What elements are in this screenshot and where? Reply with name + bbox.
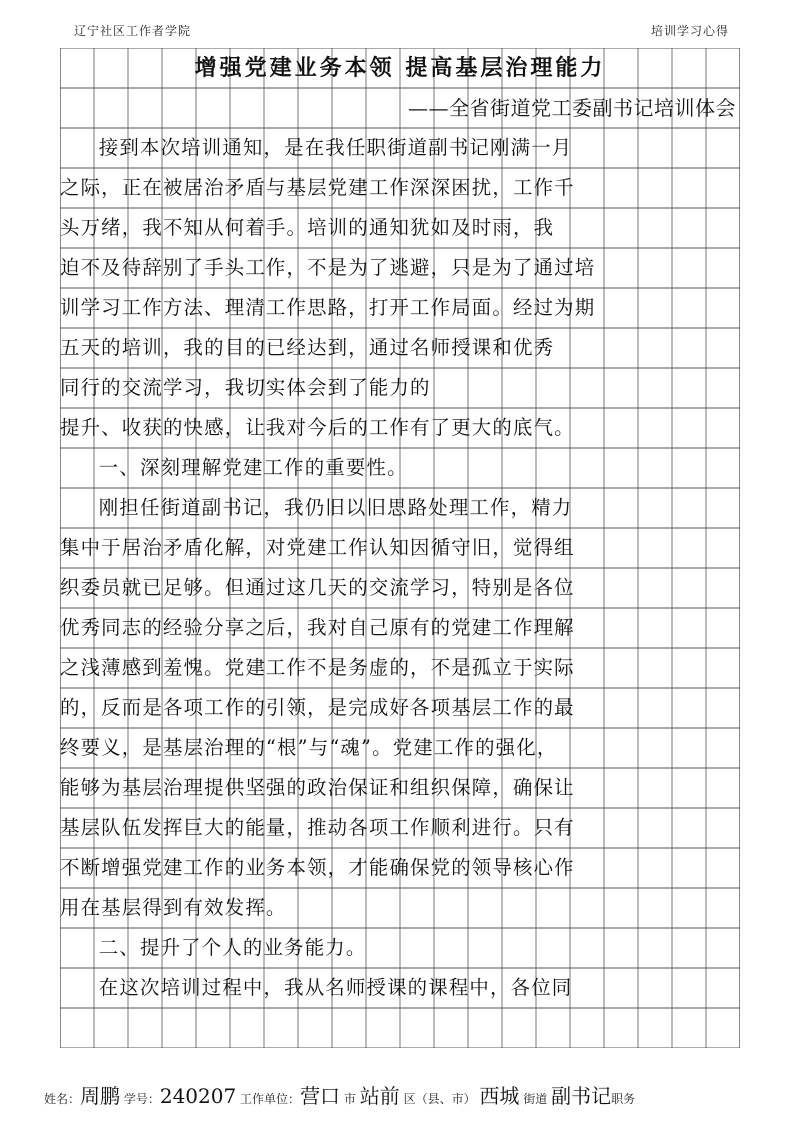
name-value: 周鹏: [80, 1084, 121, 1108]
body-line: 在这次培训过程中，我从名师授课的课程中，各位同: [98, 976, 573, 999]
section-heading-2: 二、提升了个人的业务能力。: [98, 936, 367, 959]
name-label: 姓名：: [44, 1092, 81, 1106]
body-line: 刚担任街道副书记，我仍旧以旧思路处理工作，精力: [98, 496, 573, 519]
body-line: 迫不及待辞别了手头工作，不是为了逃避，只是为了通过培: [60, 256, 596, 279]
body-line: 的，反而是各项工作的引领，是完成好各项基层工作的最: [60, 696, 575, 719]
header-doc-type: 培训学习心得: [650, 24, 729, 38]
work-unit-label: 工作单位：: [240, 1092, 301, 1106]
student-info-footer: [44, 1080, 764, 1109]
body-line: 用在基层得到有效发挥。: [60, 896, 287, 919]
handwritten-body: [60, 48, 740, 1008]
id-label: 学号：: [123, 1092, 160, 1106]
body-line: 终要义，是基层治理的“根”与“魂”。党建工作的强化，: [60, 736, 558, 759]
essay-title: 增强党建业务本领 提高基层治理能力: [194, 55, 606, 81]
body-line: 提升、收获的快感，让我对今后的工作有了更大的底气。: [60, 416, 575, 439]
header-institution: 辽宁社区工作者学院: [74, 24, 192, 38]
body-line: 同行的交流学习，我切实体会到了能力的: [60, 376, 431, 399]
city-label: 市: [343, 1092, 356, 1106]
body-line: 优秀同志的经验分享之后，我对自己原有的党建工作理解: [60, 616, 575, 639]
section-heading-1: 一、深刻理解党建工作的重要性。: [98, 456, 408, 479]
city-value: 营口: [300, 1084, 341, 1108]
street-value: 西城: [479, 1084, 520, 1108]
post-label: 职务: [611, 1092, 636, 1106]
body-line: 之浅薄感到羞愧。党建工作不是务虚的，不是孤立于实际: [60, 656, 575, 679]
body-line: 接到本次培训通知，是在我任职街道副书记刚满一月: [98, 136, 573, 159]
street-label: 街道: [523, 1092, 548, 1106]
id-value: 240207: [159, 1084, 237, 1108]
post-value: 副书记: [551, 1084, 612, 1108]
district-value: 站前: [359, 1084, 400, 1108]
essay-subtitle: ——全省街道党工委副书记培训体会: [408, 96, 736, 120]
body-line: 集中于居治矛盾化解，对党建工作认知因循守旧，觉得组: [60, 536, 575, 559]
body-line: 训学习工作方法、理清工作思路，打开工作局面。经过为期: [60, 296, 596, 319]
body-line: 基层队伍发挥巨大的能量，推动各项工作顺利进行。只有: [60, 816, 575, 839]
body-line: 五天的培训，我的目的已经达到，通过名师授课和优秀: [60, 336, 555, 359]
body-line: 织委员就已足够。但通过这几天的交流学习，特别是各位: [60, 576, 575, 599]
body-line: 能够为基层治理提供坚强的政治保证和组织保障，确保让: [60, 776, 575, 799]
body-line: 之际，正在被居治矛盾与基层党建工作深深困扰，工作千: [60, 176, 575, 199]
body-line: 头万绪，我不知从何着手。培训的通知犹如及时雨，我: [60, 216, 555, 239]
district-label: 区（县、市）: [403, 1092, 476, 1106]
body-line: 不断增强党建工作的业务本领，才能确保党的领导核心作: [60, 856, 575, 879]
